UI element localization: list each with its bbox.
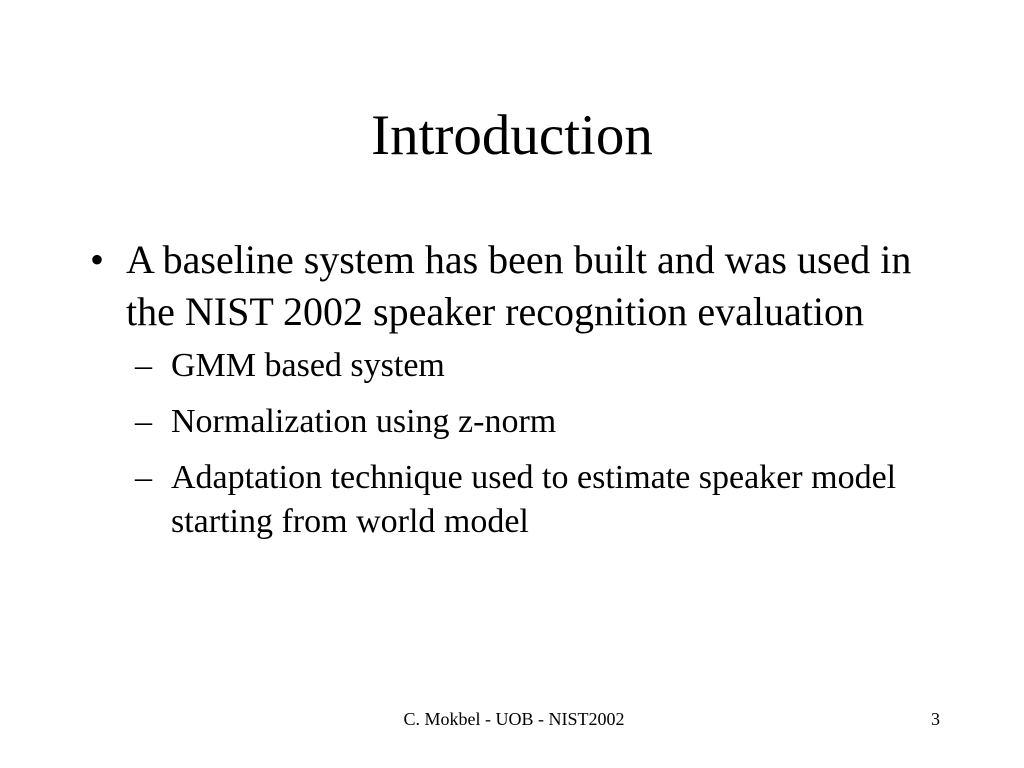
sub-bullet-item xyxy=(135,456,930,544)
slide-title: Introduction xyxy=(371,104,653,167)
slide-footer xyxy=(0,706,1024,732)
sub-bullet-marker: – xyxy=(135,459,152,496)
page-number: 3 xyxy=(931,709,940,729)
slide-body xyxy=(90,234,930,556)
bullet-text: A baseline system has been built and was used in the NIST 2002 speaker recognition evaluation xyxy=(126,237,912,334)
sub-bullet-item xyxy=(135,344,930,388)
sub-bullet-text: Adaptation technique used to estimate speaker model starting from world model xyxy=(171,459,897,540)
sub-bullet-text: GMM based system xyxy=(171,347,445,384)
sub-bullet-text: Normalization using z-norm xyxy=(171,403,557,440)
footer-author: C. Mokbel - UOB - NIST2002 xyxy=(403,709,625,729)
sub-bullet-marker: – xyxy=(135,403,152,440)
bullet-marker: • xyxy=(90,237,105,282)
sub-bullet-marker: – xyxy=(135,347,152,384)
bullet-item xyxy=(90,234,930,338)
sub-bullet-item xyxy=(135,400,930,444)
sub-bullet-list xyxy=(135,344,930,544)
